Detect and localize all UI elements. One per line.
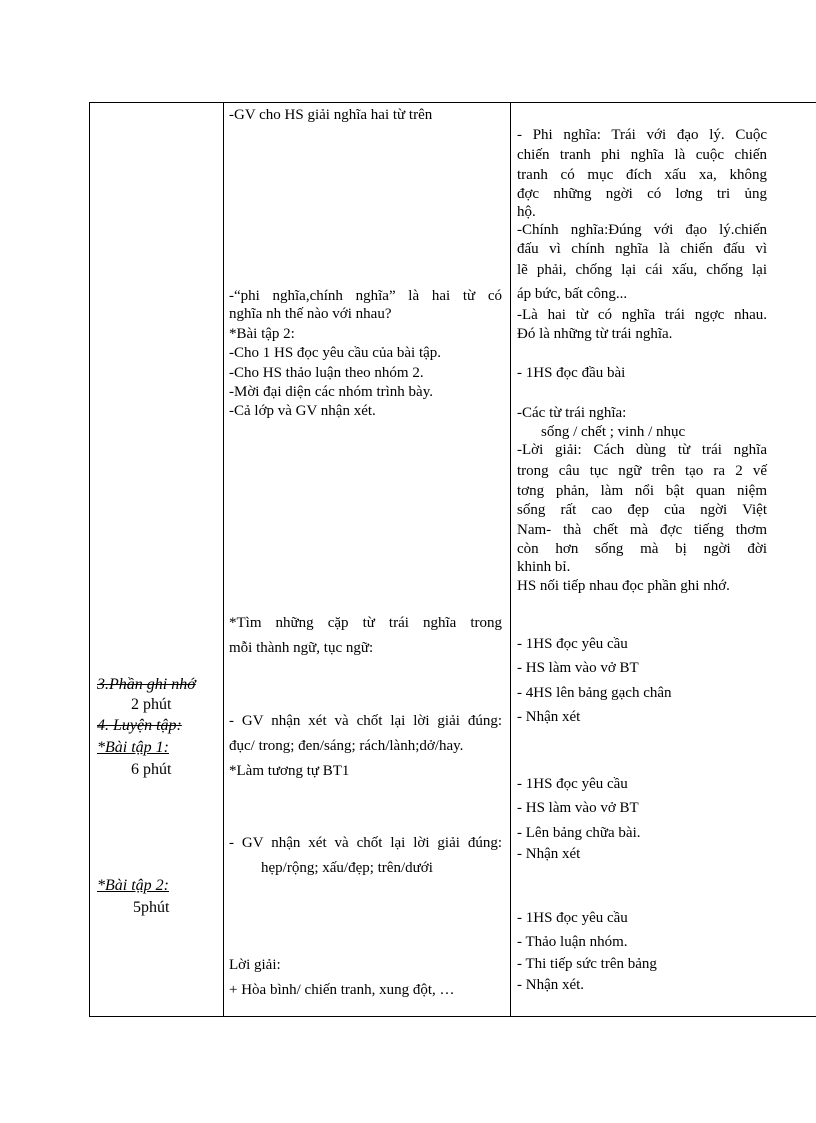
- teacher-line: nghĩa nh thế nào với nhau?: [229, 306, 392, 322]
- student-line: hộ.: [517, 204, 536, 220]
- student-line: HS nối tiếp nhau đọc phần ghi nhớ.: [517, 578, 730, 594]
- column-divider: [510, 103, 511, 1016]
- student-line: sống rất cao đẹp của ngời Việt: [517, 502, 767, 518]
- exercise-2-title: *Bài tập 2:: [97, 877, 169, 894]
- teacher-line: + Hòa bình/ chiến tranh, xung đột, …: [229, 982, 455, 998]
- student-line: - HS làm vào vở BT: [517, 800, 639, 816]
- teacher-line: Lời giải:: [229, 957, 281, 973]
- student-line: chiến tranh phi nghĩa là cuộc chiến: [517, 147, 767, 163]
- section-4-title: 4. Luyện tập:: [97, 717, 182, 734]
- student-line: - 1HS đọc yêu cầu: [517, 636, 628, 652]
- student-line: Đó là những từ trái nghĩa.: [517, 326, 673, 342]
- section-3-title: 3.Phần ghi nhớ: [97, 676, 196, 693]
- student-line: - Phi nghĩa: Trái với đạo lý. Cuộc: [517, 127, 767, 143]
- teacher-line: - GV nhận xét và chốt lại lời giải đúng:: [229, 713, 502, 729]
- student-line: - Lên bảng chữa bài.: [517, 825, 641, 841]
- student-line: - Nhận xét: [517, 709, 581, 725]
- student-line: lẽ phải, chống lại cái xấu, chống lại: [517, 262, 767, 278]
- student-line: -Chính nghĩa:Đúng với đạo lý.chiến: [517, 222, 767, 238]
- teacher-line: mỗi thành ngữ, tục ngữ:: [229, 640, 374, 656]
- student-line: khinh bỉ.: [517, 559, 571, 575]
- teacher-line: -Cho HS thảo luận theo nhóm 2.: [229, 365, 424, 381]
- teacher-line: -GV cho HS giải nghĩa hai từ trên: [229, 107, 433, 123]
- teacher-line: *Bài tập 2:: [229, 326, 295, 342]
- student-line: - HS làm vào vở BT: [517, 660, 639, 676]
- teacher-line: hẹp/rộng; xấu/đẹp; trên/dưới: [261, 860, 433, 876]
- student-line: - 1HS đọc đầu bài: [517, 365, 626, 381]
- student-line: còn hơn sống mà bị ngời đời: [517, 541, 767, 557]
- student-line: sống / chết ; vinh / nhục: [541, 424, 686, 440]
- student-line: - Thi tiếp sức trên bảng: [517, 956, 657, 972]
- column-divider: [223, 103, 224, 1016]
- teacher-line: -Cho 1 HS đọc yêu cầu của bài tập.: [229, 345, 442, 361]
- student-line: -Lời giải: Cách dùng từ trái nghĩa: [517, 442, 767, 458]
- teacher-line: đục/ trong; đen/sáng; rách/lành;dở/hay.: [229, 738, 464, 754]
- student-line: -Là hai từ có nghĩa trái ngợc nhau.: [517, 307, 767, 323]
- student-line: -Các từ trái nghĩa:: [517, 405, 627, 421]
- teacher-line: -Mời đại diện các nhóm trình bày.: [229, 384, 433, 400]
- student-line: - Thảo luận nhóm.: [517, 934, 628, 950]
- student-line: Nam- thà chết mà đợc tiếng thơm: [517, 522, 767, 538]
- student-line: - 1HS đọc yêu cầu: [517, 776, 628, 792]
- teacher-line: -Cả lớp và GV nhận xét.: [229, 403, 376, 419]
- student-line: - Nhận xét: [517, 846, 581, 862]
- student-line: tơng phản, làm nổi bật quan niệm: [517, 483, 767, 499]
- student-line: - Nhận xét.: [517, 977, 585, 993]
- teacher-line: *Tìm những cặp từ trái nghĩa trong: [229, 615, 502, 631]
- student-line: - 1HS đọc yêu cầu: [517, 910, 628, 926]
- teacher-line: -“phi nghĩa,chính nghĩa” là hai từ có: [229, 288, 502, 304]
- student-line: - 4HS lên bảng gạch chân: [517, 685, 672, 701]
- student-line: trong câu tục ngữ trên tạo ra 2 vế: [517, 463, 767, 479]
- student-line: đấu vì chính nghĩa là chiến đấu vì: [517, 241, 767, 257]
- student-line: tranh có mục đích xấu xa, không: [517, 167, 767, 183]
- student-line: đợc những ngời có lơng tri ủng: [517, 186, 767, 202]
- student-line: áp bức, bất công...: [517, 286, 628, 302]
- section-3-time: 2 phút: [131, 696, 172, 713]
- teacher-line: *Làm tương tự BT1: [229, 763, 350, 779]
- exercise-1-title: *Bài tập 1:: [97, 739, 169, 756]
- teacher-line: - GV nhận xét và chốt lại lời giải đúng:: [229, 835, 502, 851]
- exercise-2-time: 5phút: [133, 899, 170, 916]
- exercise-1-time: 6 phút: [131, 761, 172, 778]
